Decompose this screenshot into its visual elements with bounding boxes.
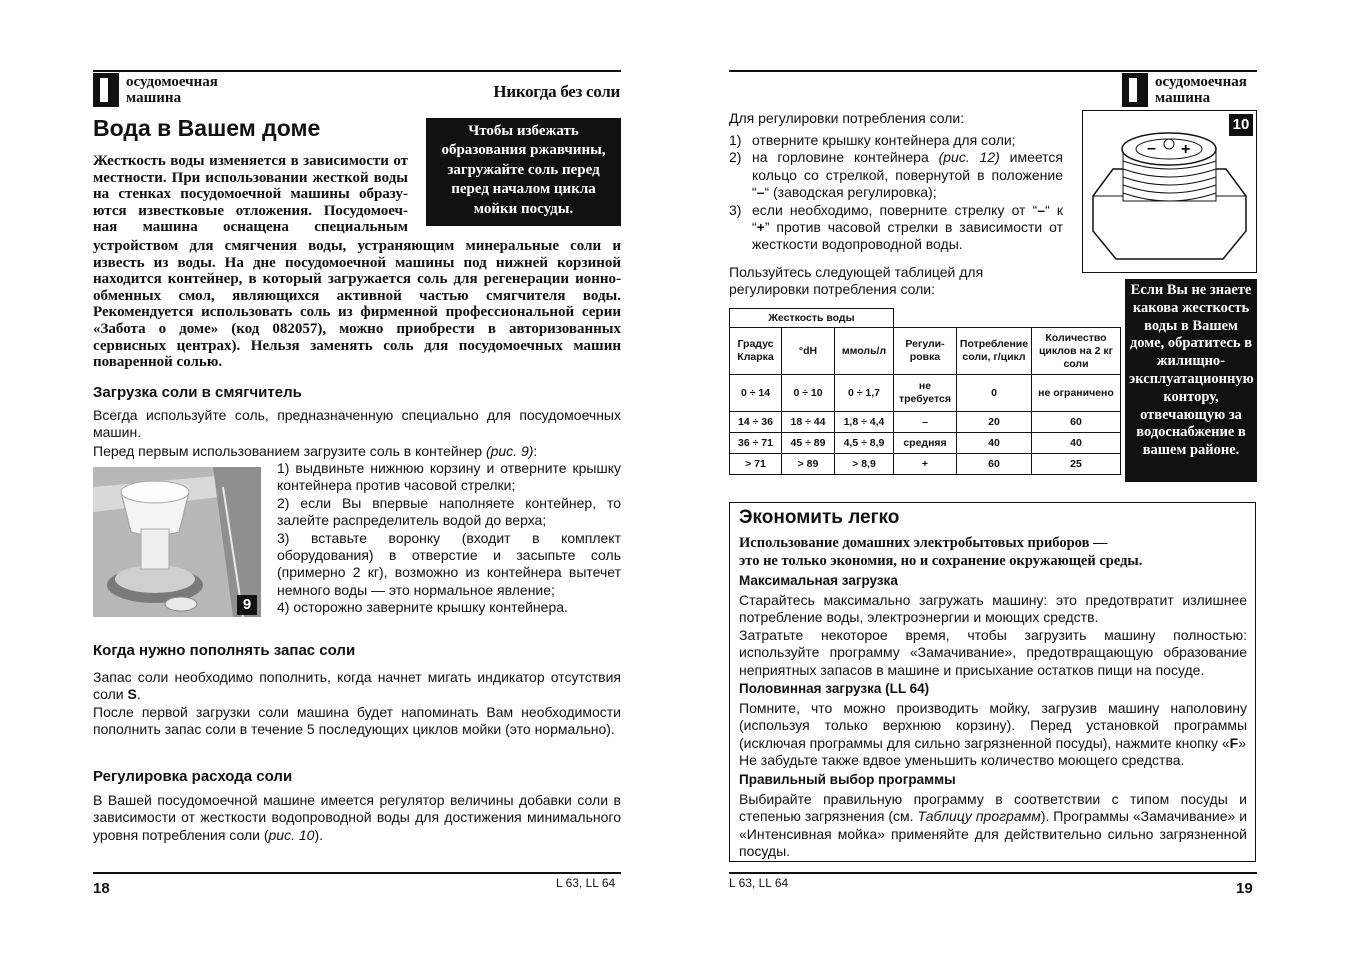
table-cell: 45 ÷ 89 xyxy=(782,433,835,454)
salt-loading-steps xyxy=(277,460,621,617)
adjust-step-2 xyxy=(729,149,1063,201)
adjust-step-1-num: 1) xyxy=(729,132,742,148)
figure-10-drawing xyxy=(1082,110,1257,273)
table-cell: 0 xyxy=(957,375,1032,412)
table-group-header: Жесткость воды xyxy=(730,309,894,328)
adjust-step-3-body xyxy=(752,202,1063,254)
left-logo-mark xyxy=(93,73,119,107)
plus-sign: + xyxy=(756,219,765,236)
table-cell: средняя xyxy=(894,433,957,454)
program-choice-title: Правильный выбор программы xyxy=(739,772,956,787)
adjust-step-2-text-3: “ (заводская регулировка); xyxy=(764,184,937,201)
left-callout-text: Чтобы избежать образования ржавчины, загружайте соль перед перед началом цикла мойки посуды. xyxy=(441,123,606,217)
adjust-step-2-body xyxy=(752,149,1063,201)
table-cell: 36 ÷ 71 xyxy=(730,433,782,454)
table-cell: 0 ÷ 1,7 xyxy=(835,375,894,412)
table-cell: > 71 xyxy=(730,454,782,475)
figure-9-label: 9 xyxy=(237,595,257,615)
adjust-step-3-text: если необходимо, поверните стрелку от “ xyxy=(752,201,1038,218)
salt-loading-p2-colon: : xyxy=(533,443,538,459)
table-cell: 4,5 ÷ 8,9 xyxy=(835,433,894,454)
fig-ref-9: (рис. 9) xyxy=(485,443,534,459)
salt-loading-p2 xyxy=(93,443,621,460)
half-load-p2: Не забудьте также вдвое уменьшить количество моющего средства. xyxy=(739,752,1185,768)
intro-line: Жесткость воды изменяется в зависимости от xyxy=(93,153,408,169)
right-callout-box xyxy=(1125,279,1257,482)
table-header: ммоль/л xyxy=(835,328,894,375)
fig-ref-10: рис. 10 xyxy=(268,826,315,843)
table-cell: + xyxy=(894,454,957,475)
right-intro: Для регулировки потребления соли: xyxy=(729,110,965,126)
economy-lead xyxy=(739,534,1142,570)
half-load-title: Половинная загрузка (LL 64) xyxy=(739,681,930,696)
left-logo-line-2: машина xyxy=(126,90,182,106)
figure-10-label: 10 xyxy=(1229,114,1253,136)
table-cell: 60 xyxy=(1032,412,1121,433)
table-header: Количество циклов на 2 кг соли xyxy=(1032,328,1121,375)
refill-p1-text: Запас соли необходимо пополнить, когда начнет мигать индикатор отсутствия соли xyxy=(93,669,621,703)
adjust-step-3-text-2: “ к “ xyxy=(752,201,1063,236)
table-header: °dH xyxy=(782,328,835,375)
left-intro-narrow xyxy=(93,153,408,236)
table-cell: 25 xyxy=(1032,454,1121,475)
minus-sign: – xyxy=(756,184,765,201)
salt-loading-p1: Всегда используйте соль, предназначенную специально для посудомоечных машин. xyxy=(93,407,621,441)
adjust-step-3-text-3: ” против часовой стрелки в зависимости от жесткости водопроводной воды. xyxy=(752,219,1063,253)
svg-text:–: – xyxy=(1147,140,1156,157)
right-model-label: L 63, LL 64 xyxy=(729,876,789,890)
left-page-number: 18 xyxy=(93,880,110,897)
right-logo-text xyxy=(1155,74,1247,106)
right-logo-line-2: машина xyxy=(1155,90,1211,106)
left-top-rule xyxy=(93,70,621,72)
refill-p1 xyxy=(93,669,621,704)
table-header: Регули-ровка xyxy=(894,328,957,375)
table-cell: 0 ÷ 10 xyxy=(782,375,835,412)
table-spacer xyxy=(1032,309,1121,328)
left-callout-box xyxy=(426,118,621,226)
section-title-refill: Когда нужно пополнять запас соли xyxy=(93,642,356,659)
left-logo-line-1: осудомоечная xyxy=(126,74,218,90)
right-steps xyxy=(729,132,1063,254)
left-model-label: L 63, LL 64 xyxy=(556,876,616,890)
programs-table-ref: Таблицу программ xyxy=(917,808,1041,825)
salt-loading-p2-text: Перед первым использованием загрузите соль в контейнер xyxy=(93,443,486,459)
salt-adjust-p1 xyxy=(93,792,621,844)
section-title-salt-adjust: Регулировка расхода соли xyxy=(93,768,293,785)
adjust-step-2-num: 2) xyxy=(729,149,742,166)
half-load-text: Помните, что можно производить мойку, загрузив машину наполовину (используя только верхнюю корзину). Перед установкой программы (исключая программы для сильно загрязненной посуды), нажмите кнопку « xyxy=(739,700,1247,751)
left-page-title: Вода в Вашем доме xyxy=(93,115,321,141)
left-intro-wide: устройством для смягчения воды, устраняющим минеральные соли и известь из воды. На дне посудомоечной машины под нижней корзиной находится контейнер, в который загружается соль для регенерации ионно-обменных смол, являющихся активной частью смягчителя воды. Рекомендуется использовать соль из фирменной профессиональной серии «Забота о доме» (код 082057), можно приобрести в авторизованных сервисных центрах). Нельзя заменять соль для посудомоечных машин поваренной солью. xyxy=(93,238,621,371)
table-spacer xyxy=(957,309,1032,328)
fig-ref-12: (рис. 12) xyxy=(938,149,1000,166)
table-cell: не ограничено xyxy=(1032,375,1121,412)
table-cell: 20 xyxy=(957,412,1032,433)
button-f-label: F xyxy=(1229,734,1239,751)
adjust-step-2-text-2: имеется кольцо со стрелкой, повернутой в положение “ xyxy=(752,149,1064,201)
economy-box xyxy=(729,502,1256,862)
max-load-p2: Затратьте некоторое время, чтобы загрузить машину полностью: используйте программу «Замачивание», предотвращающую образование неприятных запасов в машине и присыхание остатков пищи на посуде. xyxy=(739,627,1247,678)
adjust-step-3 xyxy=(729,202,1063,254)
right-bottom-rule xyxy=(729,872,1257,874)
left-bottom-rule xyxy=(93,872,621,874)
table-cell: 1,8 ÷ 4,4 xyxy=(835,412,894,433)
step-3: 3) вставьте воронку (входит в комплект оборудования) в отверстие и засыпьте соль (примерно 2 кг), возможно из контейнера вытечет немного воды — это нормальное явление; xyxy=(277,529,621,598)
table-header: Потребление соли, г/цикл xyxy=(957,328,1032,375)
table-cell: – xyxy=(894,412,957,433)
max-load-p1: Старайтесь максимально загружать машину: это предотвратит излишнее потребление воды, электроэнергии и моющих средств. xyxy=(739,592,1247,626)
adjust-step-2-text: на горловине контейнера xyxy=(752,149,939,166)
right-logo-line-1: осудомоечная xyxy=(1155,74,1247,90)
salt-adjust-text: В Вашей посудомоечной машине имеется регулятор величины добавки соли в зависимости от жесткости водопроводной воды для достижения минимального уровня потребления соли ( xyxy=(93,792,621,843)
table-cell: 60 xyxy=(957,454,1032,475)
salt-indicator-letter: S xyxy=(127,686,137,703)
max-load-title: Максимальная загрузка xyxy=(739,573,898,588)
table-cell: 18 ÷ 44 xyxy=(782,412,835,433)
intro-line: местности. При использовании жесткой воды xyxy=(93,169,408,186)
step-4: 4) осторожно заверните крышку контейнера. xyxy=(277,599,568,616)
table-spacer xyxy=(894,309,957,328)
program-choice-text: Выбирайте правильную программу в соответствии с типом посуды и степенью загрязнения (см. xyxy=(739,791,1247,825)
program-choice-p xyxy=(739,791,1247,861)
half-load-quote: » xyxy=(1238,734,1247,751)
table-cell: 40 xyxy=(1032,433,1121,454)
half-load-p1 xyxy=(739,700,1247,752)
section-title-salt-loading: Загрузка соли в смягчитель xyxy=(93,384,302,401)
refill-p1-dot: . xyxy=(136,686,141,703)
figure-9-photo xyxy=(93,467,261,617)
left-running-header: Никогда без соли xyxy=(493,82,620,101)
economy-lead-line-2: это не только экономия, но и сохранение окружающей среды. xyxy=(739,553,1143,569)
right-logo-mark xyxy=(1122,73,1148,107)
intro-line: ная машина оснащена специальным xyxy=(93,219,408,236)
step-2: 2) если Вы впервые наполняете контейнер, то залейте распределитель водой до верха; xyxy=(277,494,621,529)
table-intro: Пользуйтесь следующей таблицей для регулировки потребления соли: xyxy=(729,264,984,298)
refill-p2: После первой загрузки соли машина будет напоминать Вам необходимости пополнить запас соли в течение 5 последующих циклов мойки (это нормально). xyxy=(93,704,621,738)
svg-text:+: + xyxy=(1181,141,1191,158)
adjust-step-1 xyxy=(729,132,1063,149)
table-cell: > 89 xyxy=(782,454,835,475)
right-callout-text: Если Вы не знаете какова жесткость воды в Вашем доме, обратитесь в жилищно-эксплуатационную контору, отвечающую за водоснабжение в вашем районе. xyxy=(1129,282,1254,459)
step-1: 1) выдвиньте нижнюю корзину и отверните крышку контейнера против часовой стрелки; xyxy=(277,460,621,494)
economy-title: Экономить легко xyxy=(739,507,900,528)
table-cell: 14 ÷ 36 xyxy=(730,412,782,433)
table-cell: 0 ÷ 14 xyxy=(730,375,782,412)
right-page-number: 19 xyxy=(1236,880,1253,897)
water-hardness-table xyxy=(729,308,1121,475)
table-header: Градус Кларка xyxy=(730,328,782,375)
right-top-rule xyxy=(729,70,1257,72)
table-cell: не требуется xyxy=(894,375,957,412)
salt-container-drawing xyxy=(93,467,261,617)
table-cell: > 8,9 xyxy=(835,454,894,475)
intro-line: ются известковые отложения. Посудомоеч- xyxy=(93,202,408,219)
economy-lead-line-1: Использование домашних электробытовых приборов — xyxy=(739,535,1108,551)
intro-line: на стенках посудомоечной машины образу- xyxy=(93,186,408,203)
adjust-step-3-num: 3) xyxy=(729,201,742,218)
left-logo-text xyxy=(126,74,218,106)
program-choice-text-2: ). Программы «Замачивание» и «Интенсивная мойка» применяйте для действительно сильно загрязненной посуды. xyxy=(739,808,1248,860)
minus-sign: – xyxy=(1037,201,1046,218)
adjust-step-1-text: отверните крышку контейнера для соли; xyxy=(752,132,1016,148)
salt-adjust-end: ). xyxy=(314,826,323,843)
table-cell: 40 xyxy=(957,433,1032,454)
